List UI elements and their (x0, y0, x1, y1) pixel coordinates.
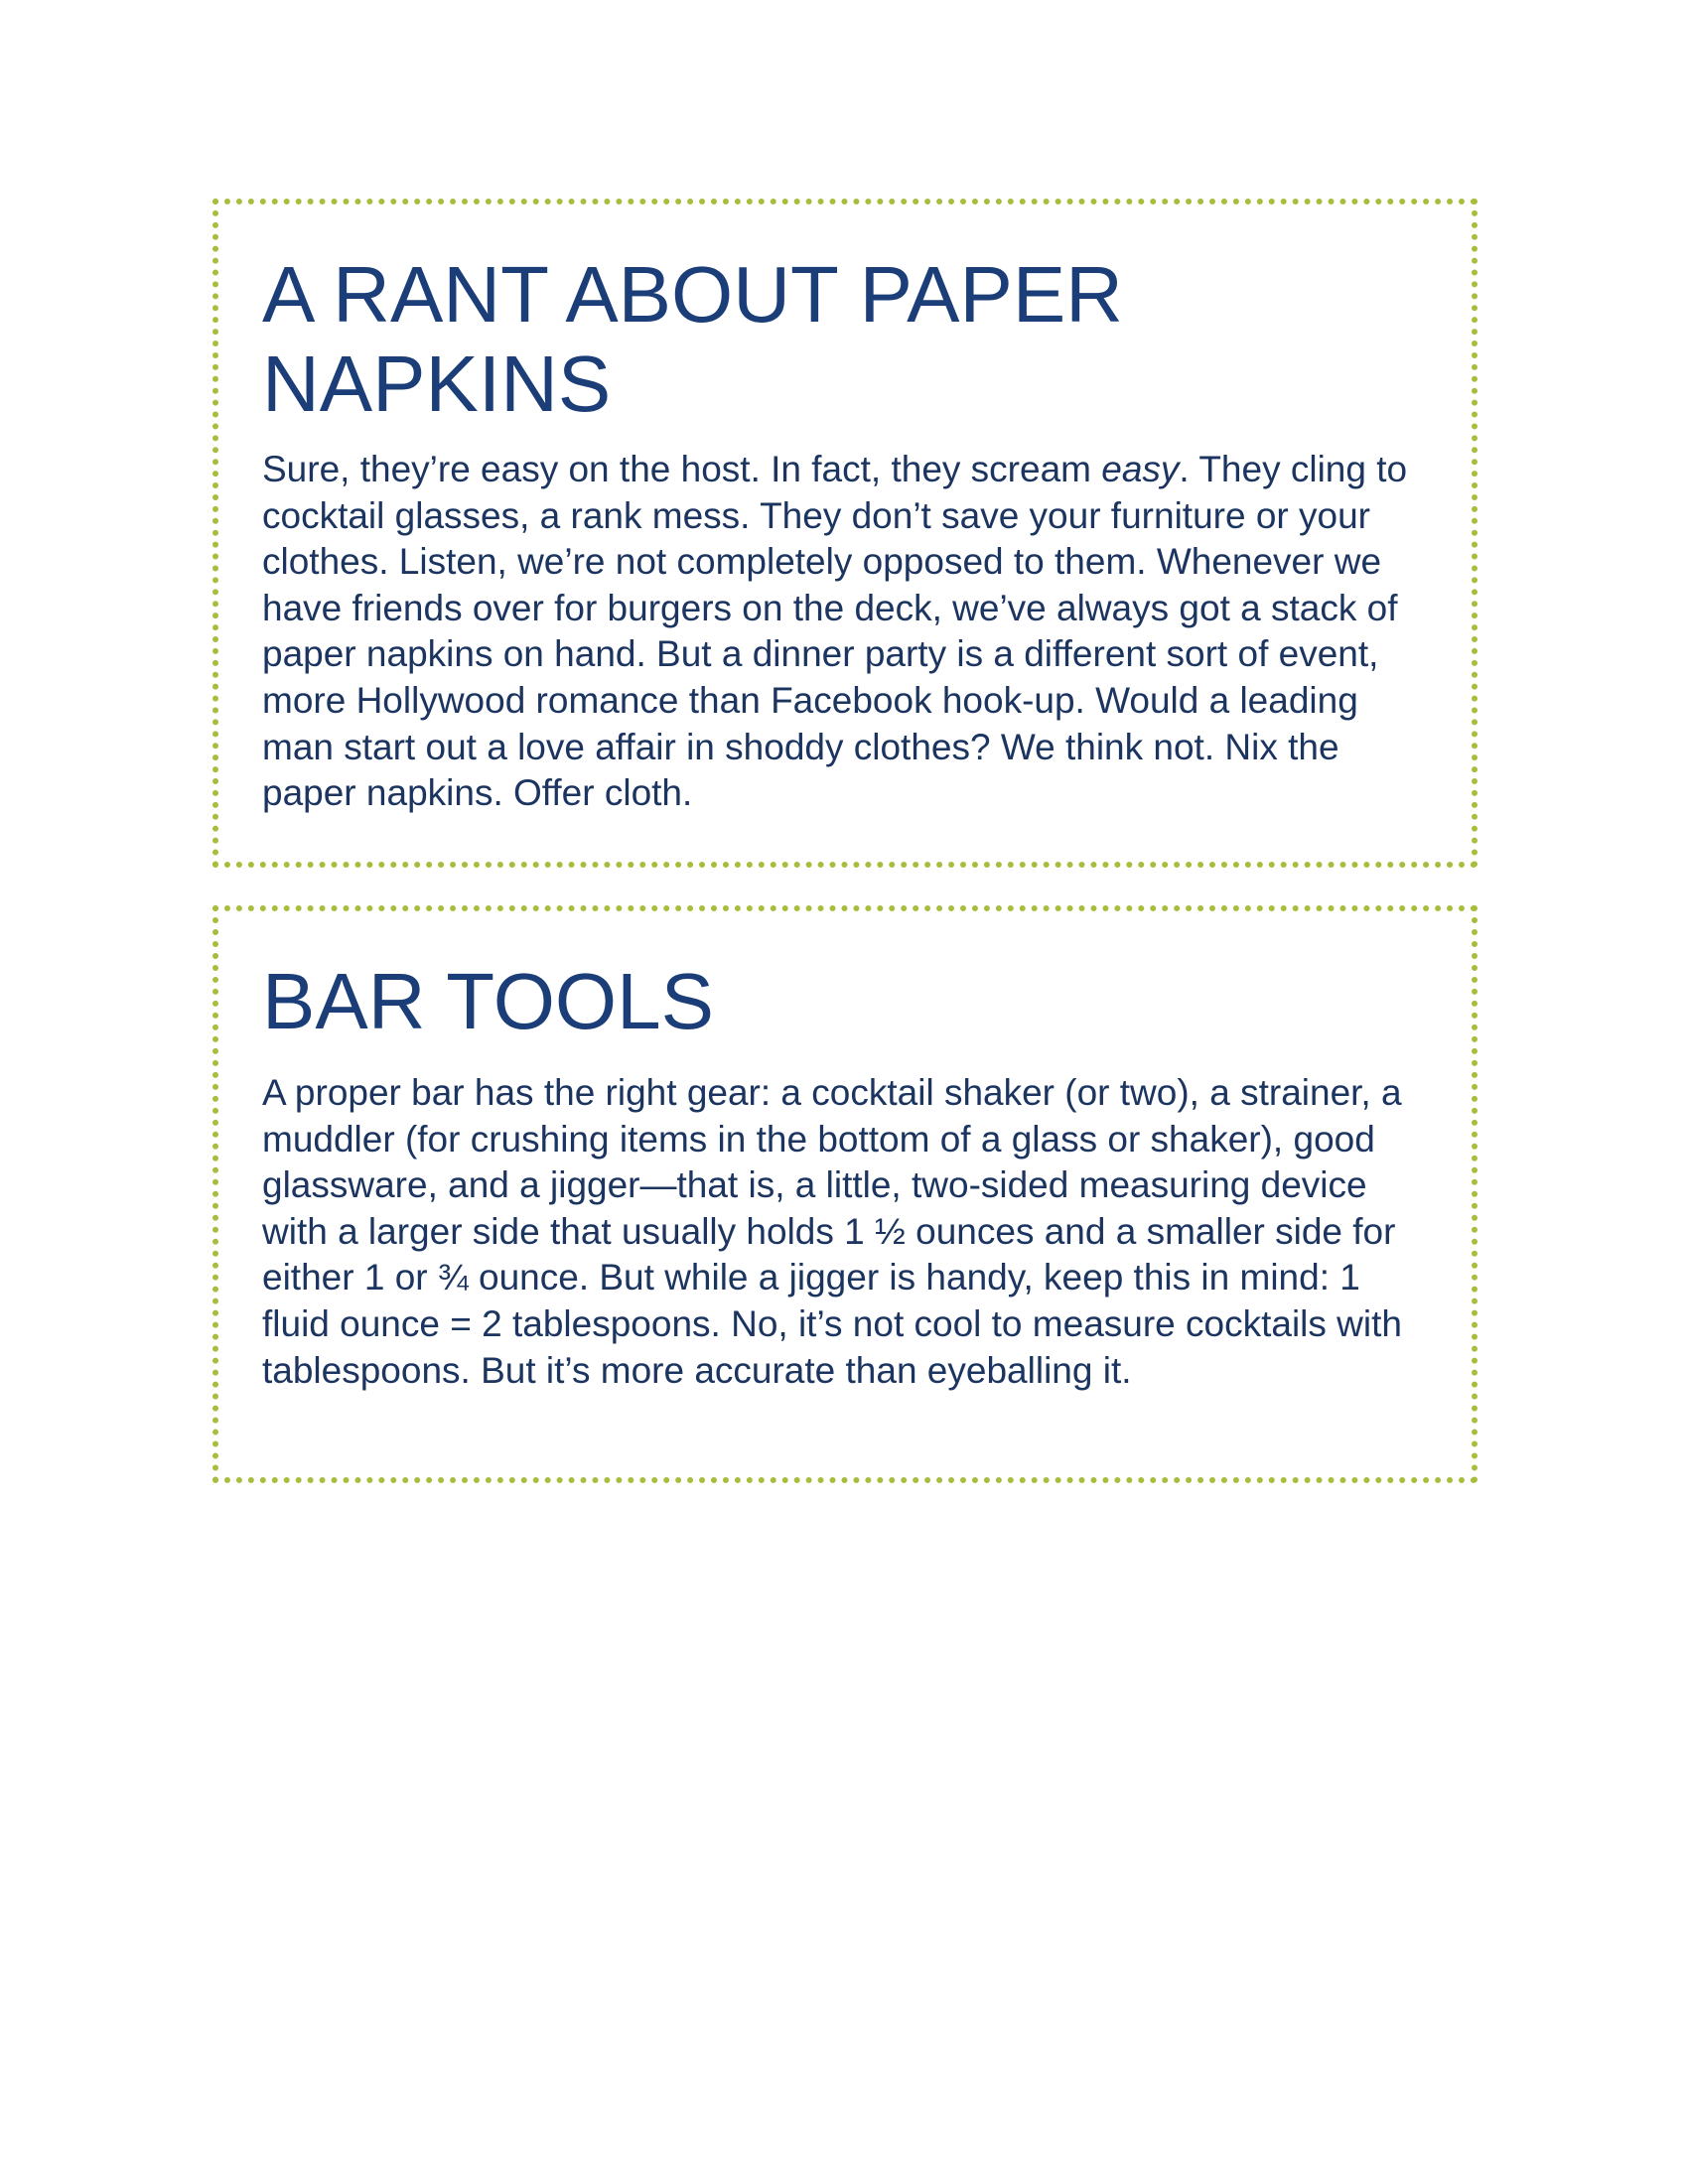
paper-napkins-body-text-start: Sure, they’re easy on the host. In fact, they scream (262, 449, 1102, 489)
paper-napkins-card (212, 199, 1477, 868)
bar-tools-body: A proper bar has the right gear: a cocktail shaker (or two), a strainer, a muddler (for crushing items in the bottom of a glass or shaker), good glassware, and a jigger—that is, a little, two-sided measuring device with a larger side that usually holds 1 ½ ounces and a smaller side for either 1 or ¾ ounce. But while a jigger is handy, keep this in mind: 1 fluid ounce = 2 tablespoons. No, it’s not cool to measure cocktails with tablespoons. But it’s more accurate than eyeballing it. (262, 1072, 1402, 1391)
paper-napkins-title: A RANT ABOUT PAPER NAPKINS (262, 250, 1123, 428)
bar-tools-card (212, 905, 1477, 1483)
paper-napkins-body (262, 447, 1432, 817)
paper-napkins-body-text-end: . They cling to cocktail glasses, a rank mess. They don’t save your furniture or your clothes. Listen, we’re not completely opposed to them. Whenever we have friends over for burgers on the deck, we’ve always got a stack of paper napkins on hand. But a dinner party is a different sort of event, more Hollywood romance than Facebook hook-up. Would a leading man start out a love affair in shoddy clothes? We think not. Nix the paper napkins. Offer cloth. (262, 449, 1408, 814)
paper-napkins-body-emphasis: easy (1101, 449, 1180, 489)
bar-tools-title: BAR TOOLS (262, 957, 714, 1045)
